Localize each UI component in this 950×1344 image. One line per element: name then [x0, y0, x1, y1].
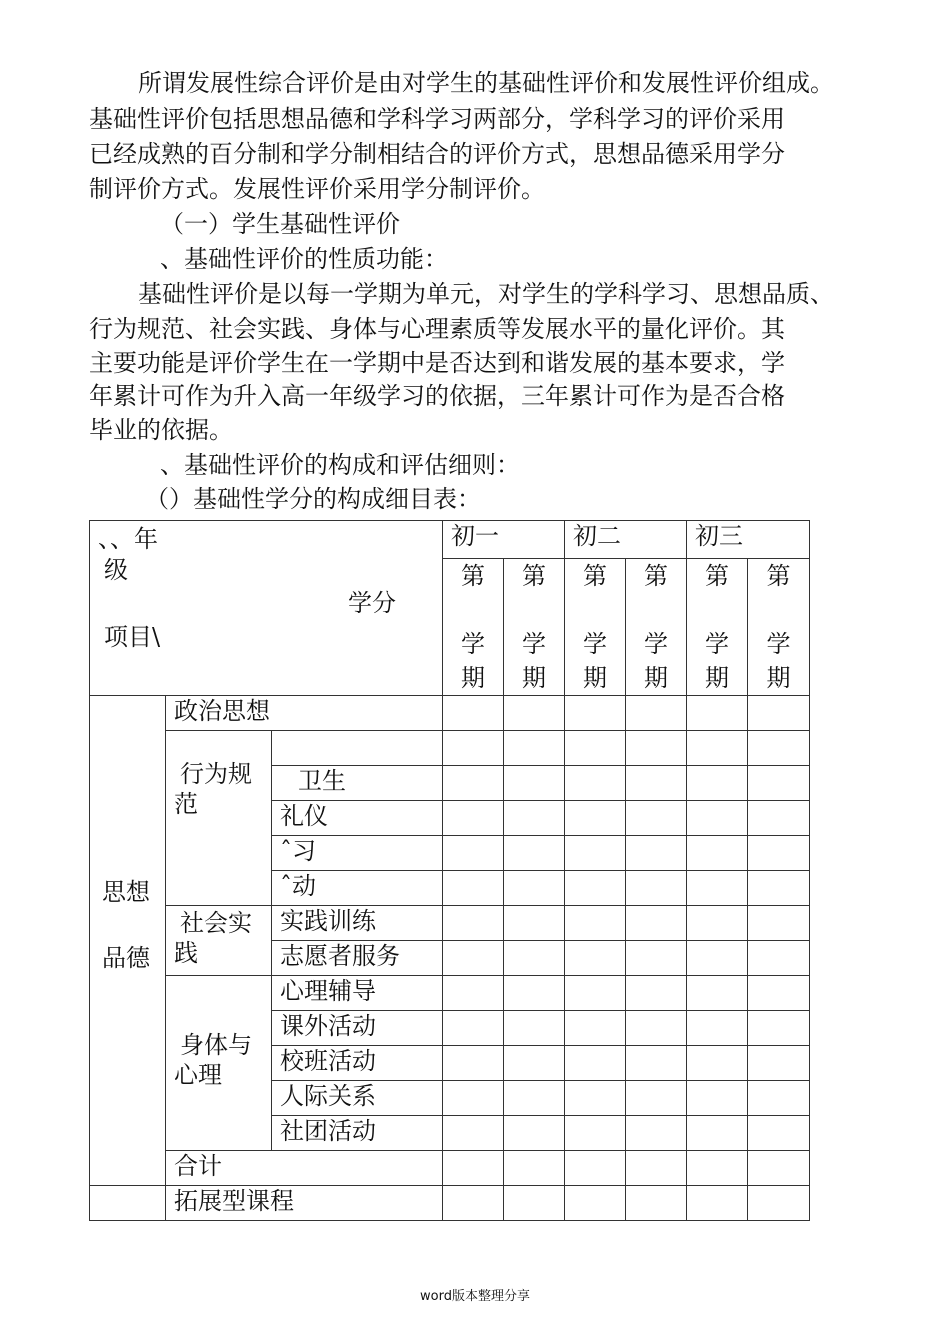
row-volunteer-service: 志愿者服务	[272, 941, 443, 976]
corner-credit-label: 学分	[348, 589, 396, 617]
credit-cell	[443, 1046, 504, 1081]
credit-cell	[748, 1186, 810, 1221]
credit-cell	[687, 696, 748, 731]
category-social-line-1: 社会实	[180, 909, 252, 937]
credit-cell	[626, 1116, 687, 1151]
credit-cell	[687, 731, 748, 766]
credit-cell	[443, 1011, 504, 1046]
credit-cell	[565, 1186, 626, 1221]
credit-cell	[565, 1081, 626, 1116]
credit-cell	[687, 871, 748, 906]
credit-cell	[626, 696, 687, 731]
table-corner-header	[90, 521, 443, 696]
category-body-mind-line-2: 心理	[174, 1061, 222, 1089]
credit-cell	[565, 731, 626, 766]
row-labor: ˆ动	[272, 871, 443, 906]
main-category-line-2: 品德	[102, 943, 150, 972]
category-social-practice	[166, 906, 272, 976]
row-etiquette: 礼仪	[272, 801, 443, 836]
credit-cell	[443, 836, 504, 871]
credit-cell	[687, 766, 748, 801]
credit-cell	[626, 836, 687, 871]
credit-cell	[443, 1116, 504, 1151]
credit-cell	[748, 1011, 810, 1046]
row-extension-course: 拓展型课程	[166, 1186, 443, 1221]
paragraph-2-line-5: 毕业的依据。	[89, 416, 233, 444]
credit-cell	[565, 801, 626, 836]
credit-cell	[504, 1011, 565, 1046]
credit-cell	[687, 1186, 748, 1221]
credit-cell	[443, 731, 504, 766]
credit-cell	[565, 1046, 626, 1081]
credit-cell	[443, 1081, 504, 1116]
credit-cell	[504, 1186, 565, 1221]
credit-cell	[565, 906, 626, 941]
credit-cell	[687, 1081, 748, 1116]
credit-cell	[443, 801, 504, 836]
term-header: 第 学 期	[443, 559, 504, 696]
credit-cell	[748, 976, 810, 1011]
row-school-class-activities: 校班活动	[272, 1046, 443, 1081]
category-body-mind	[166, 976, 272, 1151]
credit-cell	[504, 1046, 565, 1081]
credit-cell	[565, 871, 626, 906]
row-behavior-blank	[272, 731, 443, 766]
credit-cell	[748, 906, 810, 941]
credit-cell	[748, 941, 810, 976]
credit-cell	[443, 941, 504, 976]
credit-cell	[748, 871, 810, 906]
credit-cell	[504, 766, 565, 801]
credit-cell	[687, 1116, 748, 1151]
row-counseling: 心理辅导	[272, 976, 443, 1011]
credit-cell	[504, 731, 565, 766]
grade-header-1: 初一	[443, 521, 565, 559]
heading-student-basic-evaluation: （一）学生基础性评价	[160, 210, 400, 238]
credit-cell	[443, 906, 504, 941]
credit-cell	[565, 941, 626, 976]
credit-cell	[504, 1151, 565, 1186]
credit-cell	[748, 836, 810, 871]
credit-cell	[687, 836, 748, 871]
credit-cell	[687, 1151, 748, 1186]
grade-header-2: 初二	[565, 521, 687, 559]
row-study: ˆ习	[272, 836, 443, 871]
credit-cell	[565, 1151, 626, 1186]
term-header: 第 学 期	[687, 559, 748, 696]
credit-cell	[687, 1011, 748, 1046]
paragraph-2-line-3: 主要功能是评价学生在一学期中是否达到和谐发展的基本要求，学	[89, 349, 785, 377]
corner-item-label: 项目\	[104, 623, 161, 651]
term-header: 第 学 期	[748, 559, 810, 696]
credit-cell	[748, 1046, 810, 1081]
credit-cell	[626, 1151, 687, 1186]
credit-cell	[626, 1011, 687, 1046]
credit-cell	[687, 801, 748, 836]
credit-cell	[748, 766, 810, 801]
credit-cell	[443, 1151, 504, 1186]
credit-cell	[565, 1116, 626, 1151]
credit-cell	[626, 731, 687, 766]
heading-nature-function: 、基础性评价的性质功能：	[160, 245, 448, 273]
category-behavior-line-1: 行为规	[180, 760, 252, 788]
credit-cell	[748, 731, 810, 766]
credit-cell	[504, 1081, 565, 1116]
credit-cell	[687, 906, 748, 941]
credit-cell	[504, 801, 565, 836]
grade-header-3: 初三	[687, 521, 810, 559]
credit-cell	[687, 941, 748, 976]
corner-grade-top: 、、年	[98, 525, 158, 553]
category-behavior	[166, 731, 272, 906]
credit-cell	[748, 801, 810, 836]
row-interpersonal: 人际关系	[272, 1081, 443, 1116]
heading-composition-rules: 、基础性评价的构成和评估细则：	[160, 451, 520, 479]
credit-cell	[565, 836, 626, 871]
credit-cell	[443, 871, 504, 906]
corner-grade-label: 级	[104, 556, 128, 584]
paragraph-2-line-4: 年累计可作为升入高一年级学习的依据，三年累计可作为是否合格	[89, 382, 785, 410]
credit-cell	[565, 766, 626, 801]
credit-cell	[687, 1046, 748, 1081]
row-extracurricular: 课外活动	[272, 1011, 443, 1046]
credit-cell	[504, 941, 565, 976]
category-social-line-2: 践	[174, 939, 198, 967]
page-footer: word版本整理分享	[420, 1289, 530, 1304]
row-political: 政治思想	[166, 696, 443, 731]
credit-cell	[504, 871, 565, 906]
credit-cell	[565, 976, 626, 1011]
credit-cell	[626, 976, 687, 1011]
row-total: 合计	[166, 1151, 443, 1186]
row-hygiene: 卫生	[272, 766, 443, 801]
credit-table	[89, 520, 810, 1221]
credit-cell	[565, 696, 626, 731]
credit-cell	[687, 976, 748, 1011]
paragraph-1-line-3: 已经成熟的百分制和学分制相结合的评价方式，思想品德采用学分	[89, 140, 785, 168]
extension-category-cell	[90, 1186, 166, 1221]
credit-cell	[504, 836, 565, 871]
paragraph-1-line-2: 基础性评价包括思想品德和学科学习两部分，学科学习的评价采用	[89, 105, 785, 133]
term-header: 第 学 期	[565, 559, 626, 696]
credit-cell	[626, 801, 687, 836]
credit-cell	[626, 906, 687, 941]
credit-cell	[443, 696, 504, 731]
credit-cell	[504, 906, 565, 941]
paragraph-1-line-1: 所谓发展性综合评价是由对学生的基础性评价和发展性评价组成。	[138, 69, 834, 97]
category-body-mind-line-1: 身体与	[180, 1031, 252, 1059]
credit-cell	[443, 766, 504, 801]
term-header: 第 学 期	[504, 559, 565, 696]
credit-cell	[504, 1116, 565, 1151]
credit-cell	[626, 871, 687, 906]
credit-cell	[748, 1081, 810, 1116]
credit-cell	[626, 941, 687, 976]
row-club-activities: 社团活动	[272, 1116, 443, 1151]
credit-cell	[504, 696, 565, 731]
category-behavior-line-2: 范	[174, 790, 198, 818]
credit-cell	[565, 1011, 626, 1046]
credit-cell	[626, 766, 687, 801]
paragraph-2-line-1: 基础性评价是以每一学期为单元，对学生的学科学习、思想品质、	[138, 280, 834, 308]
paragraph-1-line-4: 制评价方式。发展性评价采用学分制评价。	[89, 175, 545, 203]
credit-cell	[443, 976, 504, 1011]
credit-cell	[504, 976, 565, 1011]
credit-cell	[626, 1046, 687, 1081]
credit-cell	[748, 1116, 810, 1151]
credit-cell	[748, 1151, 810, 1186]
credit-cell	[626, 1186, 687, 1221]
credit-cell	[748, 696, 810, 731]
main-category-line-1: 思想	[102, 877, 150, 906]
heading-credit-table: （）基础性学分的构成细目表：	[145, 485, 481, 513]
credit-cell	[443, 1186, 504, 1221]
paragraph-2-line-2: 行为规范、社会实践、身体与心理素质等发展水平的量化评价。其	[89, 315, 785, 343]
main-category-cell	[90, 696, 166, 1186]
row-practice-training: 实践训练	[272, 906, 443, 941]
term-header: 第 学 期	[626, 559, 687, 696]
credit-cell	[626, 1081, 687, 1116]
